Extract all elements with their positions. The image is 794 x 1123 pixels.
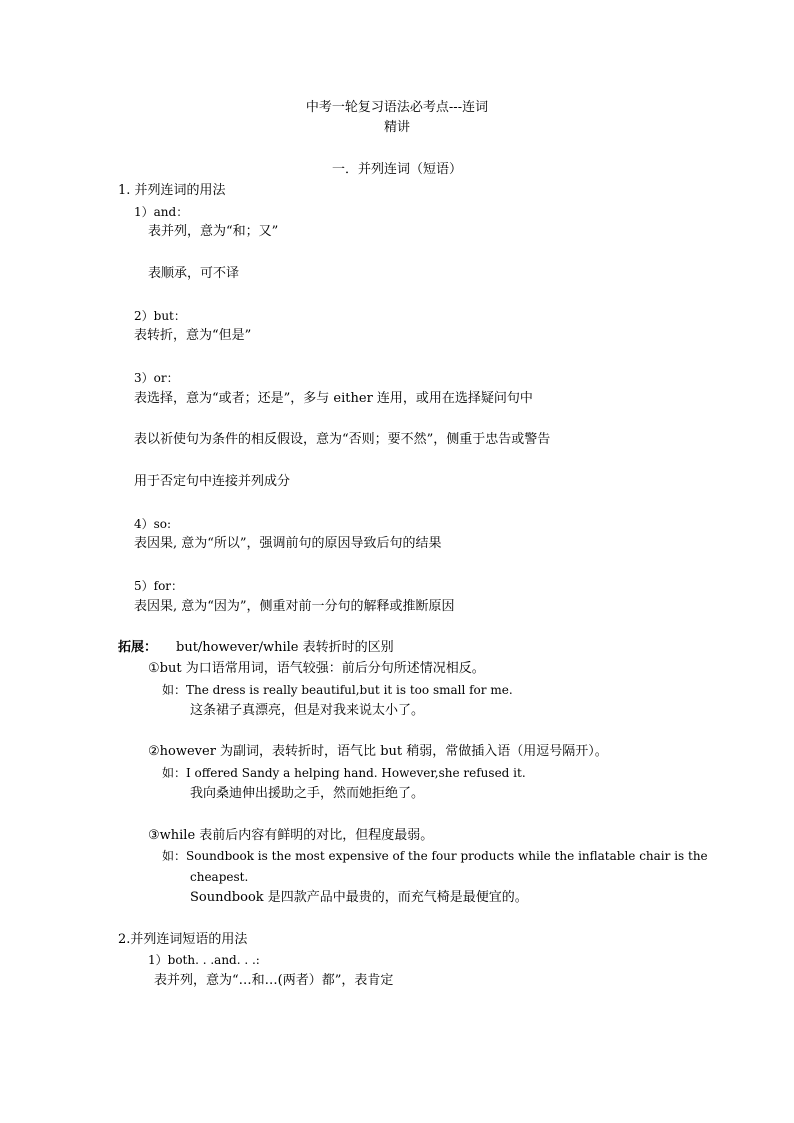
document-subtitle: 精讲 [383, 120, 410, 135]
but-meaning: 表转折，意为“但是” [134, 328, 252, 343]
or-label: 3）or： [134, 371, 179, 385]
item-3-example-en-line-1: 如：Soundbook is the most expensive of the four products while the inflatable chair is the [162, 849, 708, 863]
or-meaning-2: 表以祈使句为条件的相反假设，意为“否则；要不然”，侧重于忠告或警告 [134, 432, 551, 447]
and-label: 1）and： [134, 205, 189, 219]
item-1-example-en: 如：The dress is really beautiful,but it is too small for me. [162, 683, 513, 697]
but-label: 2）but： [134, 309, 186, 323]
extension-item-3: ③while 表前后内容有鲜明的对比，但程度最弱。 [148, 828, 434, 843]
both-and-label: 1）both. . .and. . .: [148, 953, 260, 967]
and-meaning-2: 表顺承，可不译 [148, 266, 240, 281]
item-1-example-zh: 这条裙子真漂亮，但是对我来说太小了。 [190, 703, 425, 718]
and-meaning-1: 表并列，意为“和；又” [148, 224, 279, 239]
item-2-example-en: 如：I offered Sandy a helping hand. However,she refused it. [162, 766, 526, 780]
so-label: 4）so: [134, 517, 172, 531]
extension-item-1: ①but 为口语常用词，语气较强：前后分句所述情况相反。 [148, 661, 485, 676]
so-meaning: 表因果, 意为“所以”，强调前句的原因导致后句的结果 [134, 536, 442, 551]
for-meaning: 表因果, 意为“因为”，侧重对前一分句的解释或推断原因 [134, 599, 455, 614]
document-title: 中考一轮复习语法必考点---连词 [305, 100, 489, 115]
both-and-meaning: 表并列，意为“…和…(两者）都”，表肯定 [154, 973, 394, 988]
extension-item-2: ②however 为副词，表转折时，语气比 but 稍弱，常做插入语（用逗号隔开）。 [148, 744, 608, 759]
extension-label: 拓展： [118, 640, 158, 655]
part-2-heading: 2.并列连词短语的用法 [118, 932, 248, 947]
or-meaning-3: 用于否定句中连接并列成分 [134, 474, 291, 489]
item-3-example-en-line-2: cheapest. [190, 870, 249, 884]
item-3-example-zh: Soundbook 是四款产品中最贵的，而充气椅是最便宜的。 [190, 890, 528, 905]
part-1-heading: 1. 并列连词的用法 [118, 183, 226, 198]
extension-heading: but/however/while 表转折时的区别 [176, 640, 394, 655]
for-label: 5）for： [134, 579, 184, 593]
or-meaning-1: 表选择，意为“或者；还是”，多与 either 连用，或用在选择疑问句中 [134, 391, 533, 406]
item-2-example-zh: 我向桑迪伸出援助之手，然而她拒绝了。 [190, 786, 425, 801]
section-heading: 一．并列连词（短语） [331, 162, 462, 177]
